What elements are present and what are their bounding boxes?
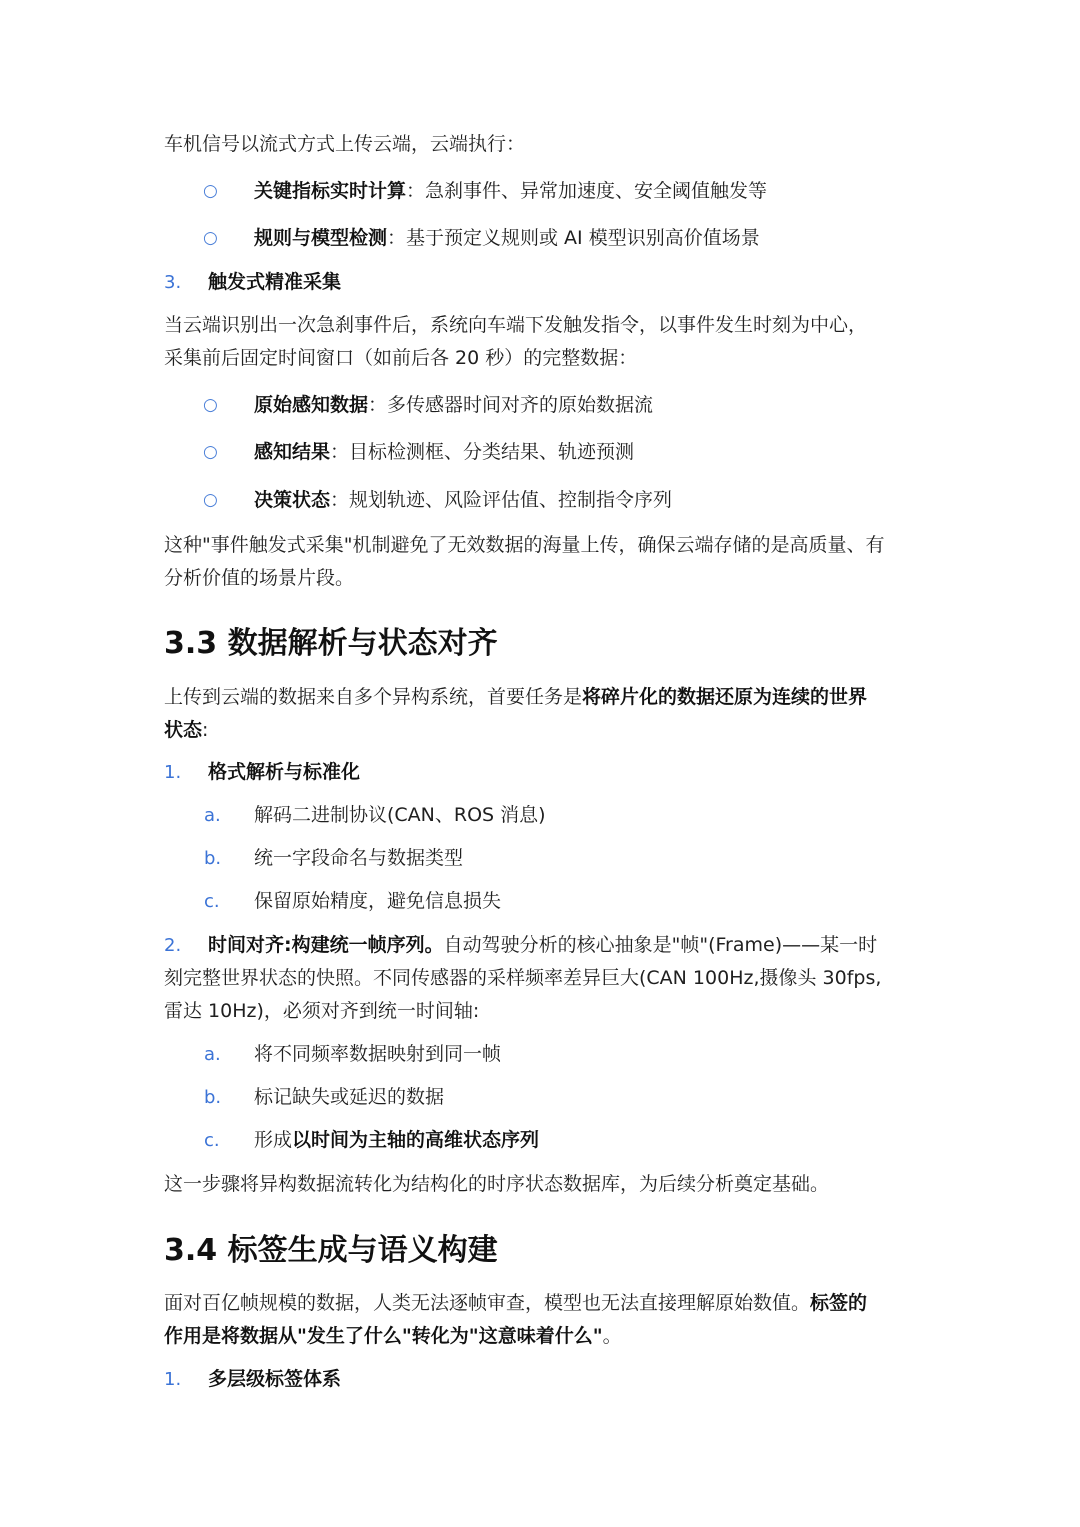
list-item: 关键指标实时计算：急刹事件、异常加速度、安全阈值触发等: [254, 180, 768, 202]
list-letter: c.: [204, 1130, 220, 1151]
paragraph: 这一步骤将异构数据流转化为结构化的时序状态数据库，为后续分析奠定基础。: [164, 1173, 830, 1195]
bullet-icon: ○: [203, 490, 218, 510]
list-item: 将不同频率数据映射到同一帧: [254, 1043, 502, 1065]
list-item-title: 格式解析与标准化: [208, 761, 361, 783]
paragraph-line: 刻完整世界状态的快照。不同传感器的采样频率差异巨大(CAN 100Hz,摄像头 30fps,: [164, 967, 882, 989]
list-item: 规则与模型检测：基于预定义规则或 AI 模型识别高价值场景: [254, 227, 760, 249]
list-number: 1.: [164, 1369, 182, 1390]
list-letter: c.: [204, 891, 220, 912]
list-letter: a.: [204, 1044, 221, 1065]
bullet-icon: ○: [203, 395, 218, 415]
list-item: 形成以时间为主轴的高维状态序列: [254, 1129, 540, 1151]
list-number: 3.: [164, 272, 182, 293]
list-item-title: 多层级标签体系: [208, 1368, 342, 1390]
paragraph-line: 雷达 10Hz)，必须对齐到统一时间轴:: [164, 1000, 480, 1022]
section-heading: 3.4 标签生成与语义构建: [164, 1233, 498, 1268]
list-item-title: 触发式精准采集: [208, 271, 342, 293]
list-letter: a.: [204, 805, 221, 826]
list-item-text: 时间对齐:构建统一帧序列。自动驾驶分析的核心抽象是"帧"(Frame)——某一时: [208, 934, 878, 956]
list-item: 标记缺失或延迟的数据: [254, 1086, 445, 1108]
bullet-icon: ○: [203, 228, 218, 248]
list-letter: b.: [204, 1087, 222, 1108]
list-item: 感知结果：目标检测框、分类结果、轨迹预测: [254, 441, 635, 463]
section-heading: 3.3 数据解析与状态对齐: [164, 626, 498, 661]
paragraph: 上传到云端的数据来自多个异构系统，首要任务是将碎片化的数据还原为连续的世界 状态:: [164, 686, 868, 741]
list-number: 2.: [164, 935, 182, 956]
list-item: 解码二进制协议(CAN、ROS 消息): [254, 804, 546, 826]
list-item: 统一字段命名与数据类型: [254, 847, 464, 869]
paragraph: 这种"事件触发式采集"机制避免了无效数据的海量上传，确保云端存储的是高质量、有 分析价值的场景片段。: [164, 534, 885, 589]
list-number: 1.: [164, 762, 182, 783]
paragraph: 面对百亿帧规模的数据，人类无法逐帧审查，模型也无法直接理解原始数值。标签的 作用是将数据从"发生了什么"转化为"这意味着什么"。: [164, 1292, 868, 1347]
list-item: 决策状态：规划轨迹、风险评估值、控制指令序列: [254, 489, 673, 511]
list-letter: b.: [204, 848, 222, 869]
bullet-icon: ○: [203, 442, 218, 462]
list-item: 保留原始精度，避免信息损失: [254, 890, 502, 912]
intro-text: 车机信号以流式方式上传云端，云端执行：: [164, 133, 526, 155]
bullet-icon: ○: [203, 181, 218, 201]
list-item: 原始感知数据：多传感器时间对齐的原始数据流: [254, 394, 654, 416]
paragraph: 当云端识别出一次急刹事件后，系统向车端下发触发指令，以事件发生时刻为中心， 采集前后固定时间窗口（如前后各 20 秒）的完整数据：: [164, 314, 868, 369]
